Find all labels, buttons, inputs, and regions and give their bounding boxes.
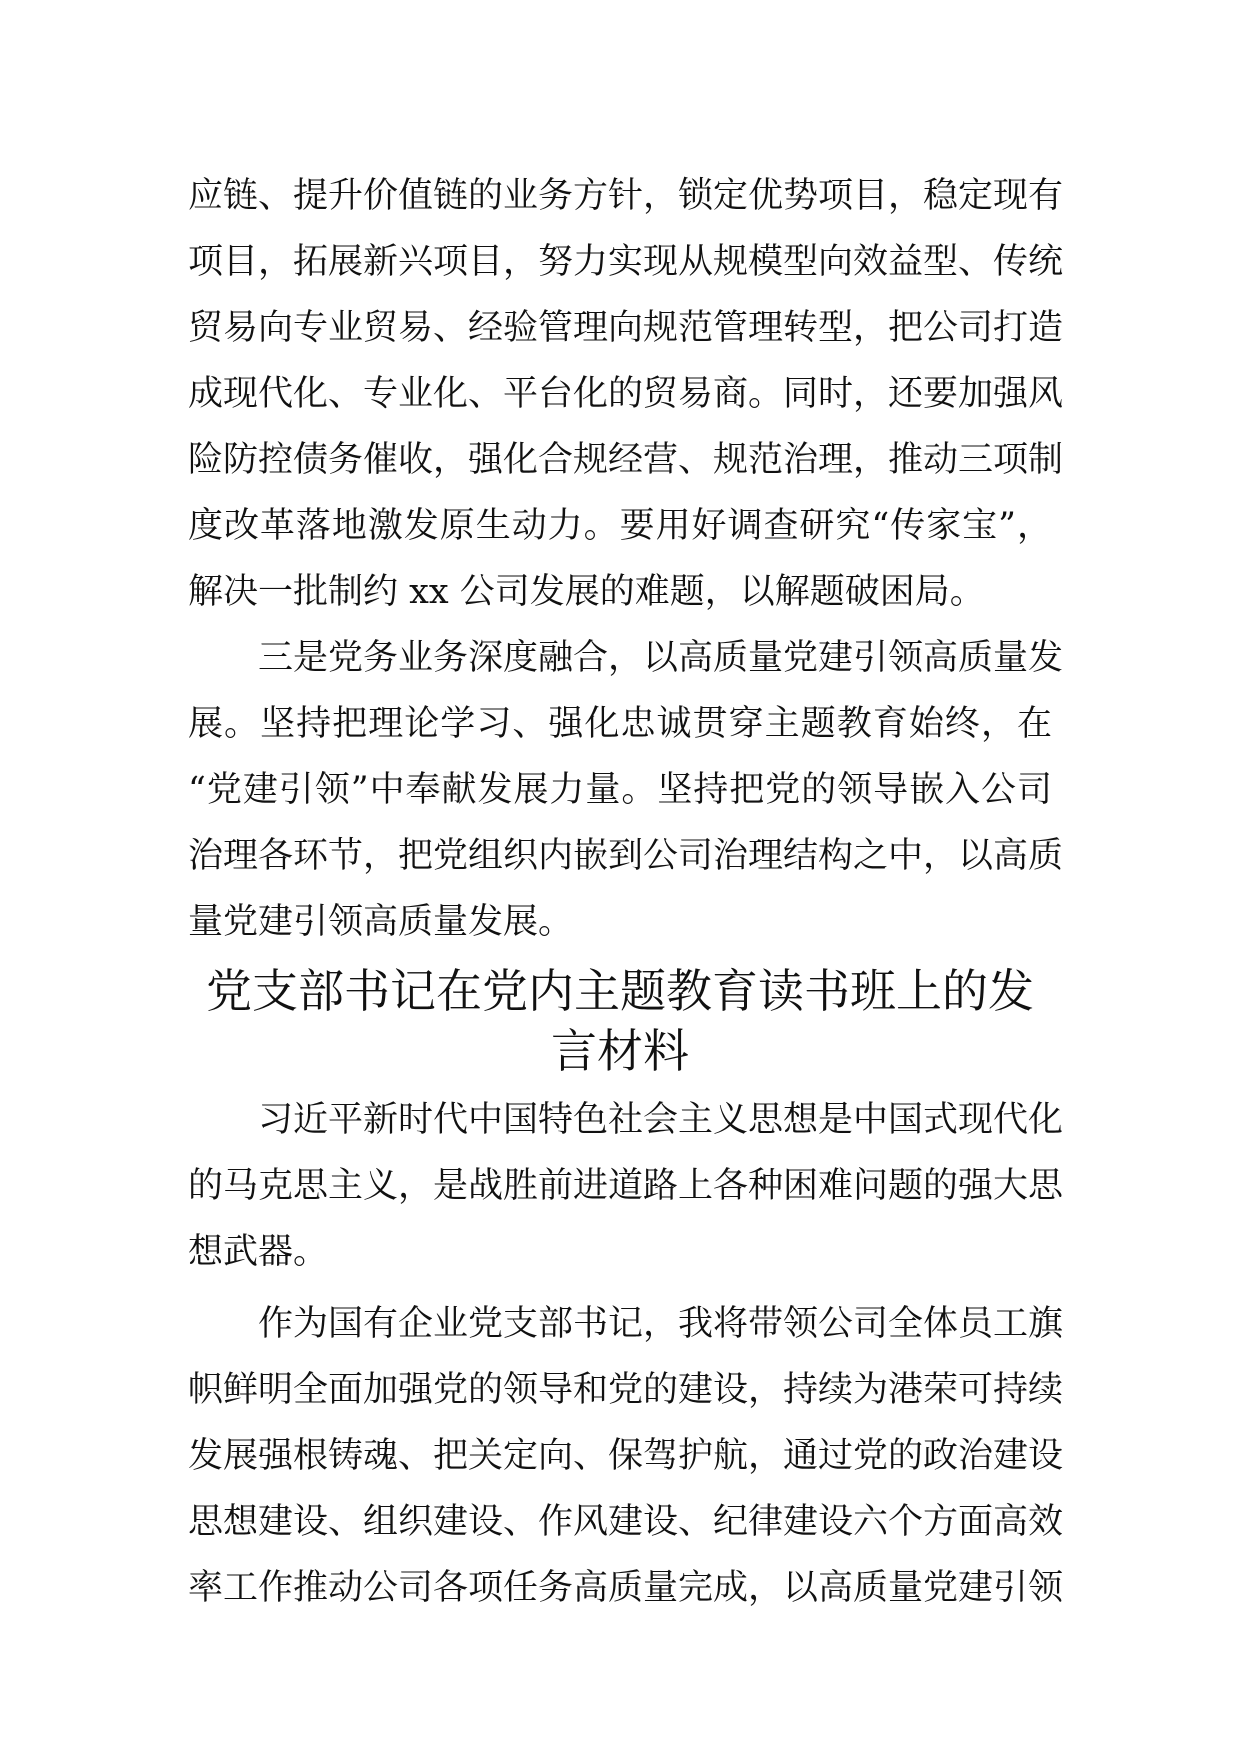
paragraph-line: 想武器。 xyxy=(188,1232,329,1272)
title-line-1: 党支部书记在党内主题教育读书班上的发 xyxy=(206,964,1034,1018)
paragraph-line: 量党建引领高质量发展。 xyxy=(188,902,574,942)
paragraph-line: 发展强根铸魂、把关定向、保驾护航，通过党的政治建设 xyxy=(188,1436,1064,1476)
paragraph-line: 作为国有企业党支部书记，我将带领公司全体员工旗 xyxy=(258,1304,1064,1344)
intro-paragraph xyxy=(188,1087,1064,1285)
paragraph-line: 帜鲜明全面加强党的领导和党的建设，持续为港荣可持续 xyxy=(188,1370,1064,1410)
paragraph-line: 度改革落地激发原生动力。要用好调查研究“传家宝”， xyxy=(188,506,1052,546)
paragraph-line: 项目，拓展新兴项目，努力实现从规模型向效益型、传统 xyxy=(188,242,1064,282)
paragraph-line: 贸易向专业贸易、经验管理向规范管理转型，把公司打造 xyxy=(188,308,1064,348)
document-page xyxy=(188,163,1064,1621)
paragraph-line: 的马克思主义，是战胜前进道路上各种困难问题的强大思 xyxy=(188,1166,1064,1206)
document-title xyxy=(188,961,1052,1081)
body-paragraph xyxy=(188,1291,1064,1621)
paragraph-line: 成现代化、专业化、平台化的贸易商。同时，还要加强风 xyxy=(188,374,1064,414)
title-line-2: 言材料 xyxy=(551,1024,689,1078)
paragraph-line: “党建引领”中奉献发展力量。坚持把党的领导嵌入公司 xyxy=(188,770,1052,810)
paragraph-line: 展。坚持把理论学习、强化忠诚贯穿主题教育始终，在 xyxy=(188,704,1052,744)
paragraph-line: 治理各环节，把党组织内嵌到公司治理结构之中，以高质 xyxy=(188,836,1064,876)
section-three-paragraph xyxy=(188,625,1064,955)
paragraph-line: 率工作推动公司各项任务高质量完成，以高质量党建引领 xyxy=(188,1568,1064,1608)
paragraph-line: 解决一批制约 xx 公司发展的难题，以解题破困局。 xyxy=(188,572,985,612)
paragraph-line: 习近平新时代中国特色社会主义思想是中国式现代化 xyxy=(258,1100,1064,1140)
paragraph-line: 思想建设、组织建设、作风建设、纪律建设六个方面高效 xyxy=(188,1502,1064,1542)
continuation-paragraph xyxy=(188,163,1064,625)
paragraph-line: 险防控债务催收，强化合规经营、规范治理，推动三项制 xyxy=(188,440,1064,480)
paragraph-line: 三是党务业务深度融合，以高质量党建引领高质量发 xyxy=(258,638,1064,678)
paragraph-line: 应链、提升价值链的业务方针，锁定优势项目，稳定现有 xyxy=(188,176,1064,216)
